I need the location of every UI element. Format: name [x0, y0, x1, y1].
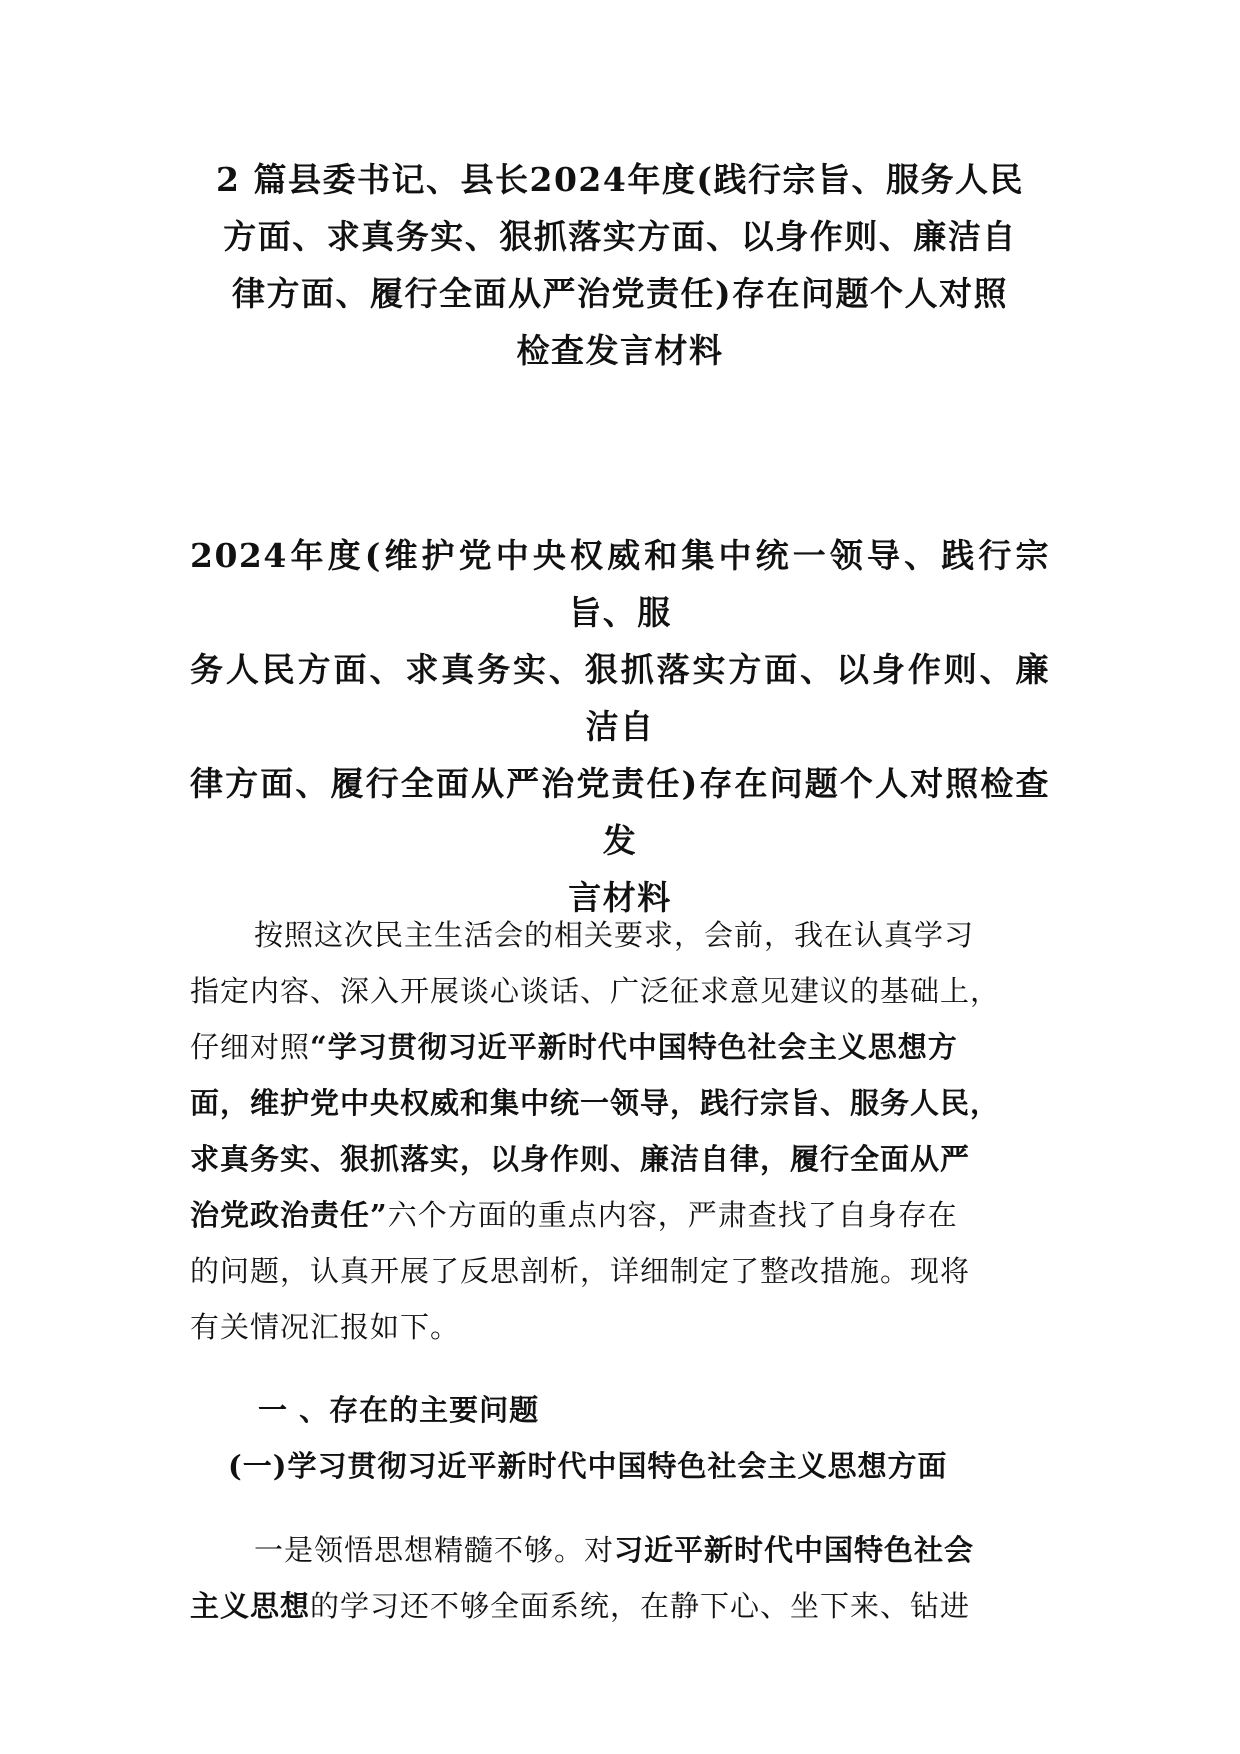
sub-title-line: 律方面、履行全面从严治党责任)存在问题个人对照检查发 [190, 764, 1050, 860]
subsection-heading: (一)学习贯彻习近平新时代中国特色社会主义思想方面 [228, 1449, 948, 1483]
paragraph-line [190, 1187, 1060, 1243]
intro-paragraph [190, 907, 1060, 1355]
main-title-line: 律方面、履行全面从严治党责任)存在问题个人对照 [231, 274, 1009, 313]
paragraph-line: 面，维护党中央权威和集中统一领导，践行宗旨、服务人民， [190, 1086, 1001, 1120]
plain-text: 六个方面的重点内容，严肃查找了自身存在 [387, 1198, 958, 1232]
main-title-line: 检查发言材料 [516, 331, 724, 370]
sub-title [190, 527, 1050, 926]
section-heading: 一 、存在的主要问题 [258, 1393, 540, 1427]
paragraph-line: 指定内容、深入开展谈心谈话、广泛征求意见建议的基础上， [190, 974, 1001, 1008]
bold-text: 主义思想 [190, 1589, 311, 1623]
plain-text: 仔细对照 [190, 1030, 311, 1064]
sub-title-line: 2024年度(维护党中央权威和集中统一领导、践行宗旨、服 [190, 536, 1050, 632]
paragraph-line: 的问题，认真开展了反思剖析，详细制定了整改措施。现将 [190, 1254, 971, 1288]
paragraph-line: 求真务实、狠抓落实，以身作则、廉洁自律，履行全面从严 [190, 1142, 971, 1176]
main-title-line: 2 篇县委书记、县长2024年度(践行宗旨、服务人民 [216, 160, 1024, 199]
sub-title-line: 言材料 [568, 878, 672, 917]
bold-text: 治党政治责任” [190, 1198, 388, 1232]
body-paragraph [190, 1522, 1060, 1634]
paragraph-line: 按照这次民主生活会的相关要求，会前，我在认真学习 [254, 918, 975, 952]
plain-text: 的学习还不够全面系统，在静下心、坐下来、钻进 [310, 1589, 971, 1623]
plain-text: 一是领悟思想精髓不够。对 [254, 1533, 615, 1567]
sub-title-line: 务人民方面、求真务实、狠抓落实方面、以身作则、廉洁自 [190, 650, 1050, 746]
paragraph-line [190, 1578, 1060, 1634]
main-title [190, 151, 1050, 379]
paragraph-line: 有关情况汇报如下。 [190, 1310, 461, 1344]
paragraph-line [190, 1522, 1060, 1578]
bold-text: “学习贯彻习近平新时代中国特色社会主义思想方 [310, 1030, 958, 1064]
bold-text: 习近平新时代中国特色社会 [614, 1533, 975, 1567]
paragraph-line [190, 1019, 1060, 1075]
main-title-line: 方面、求真务实、狠抓落实方面、以身作则、廉洁自 [223, 217, 1017, 256]
